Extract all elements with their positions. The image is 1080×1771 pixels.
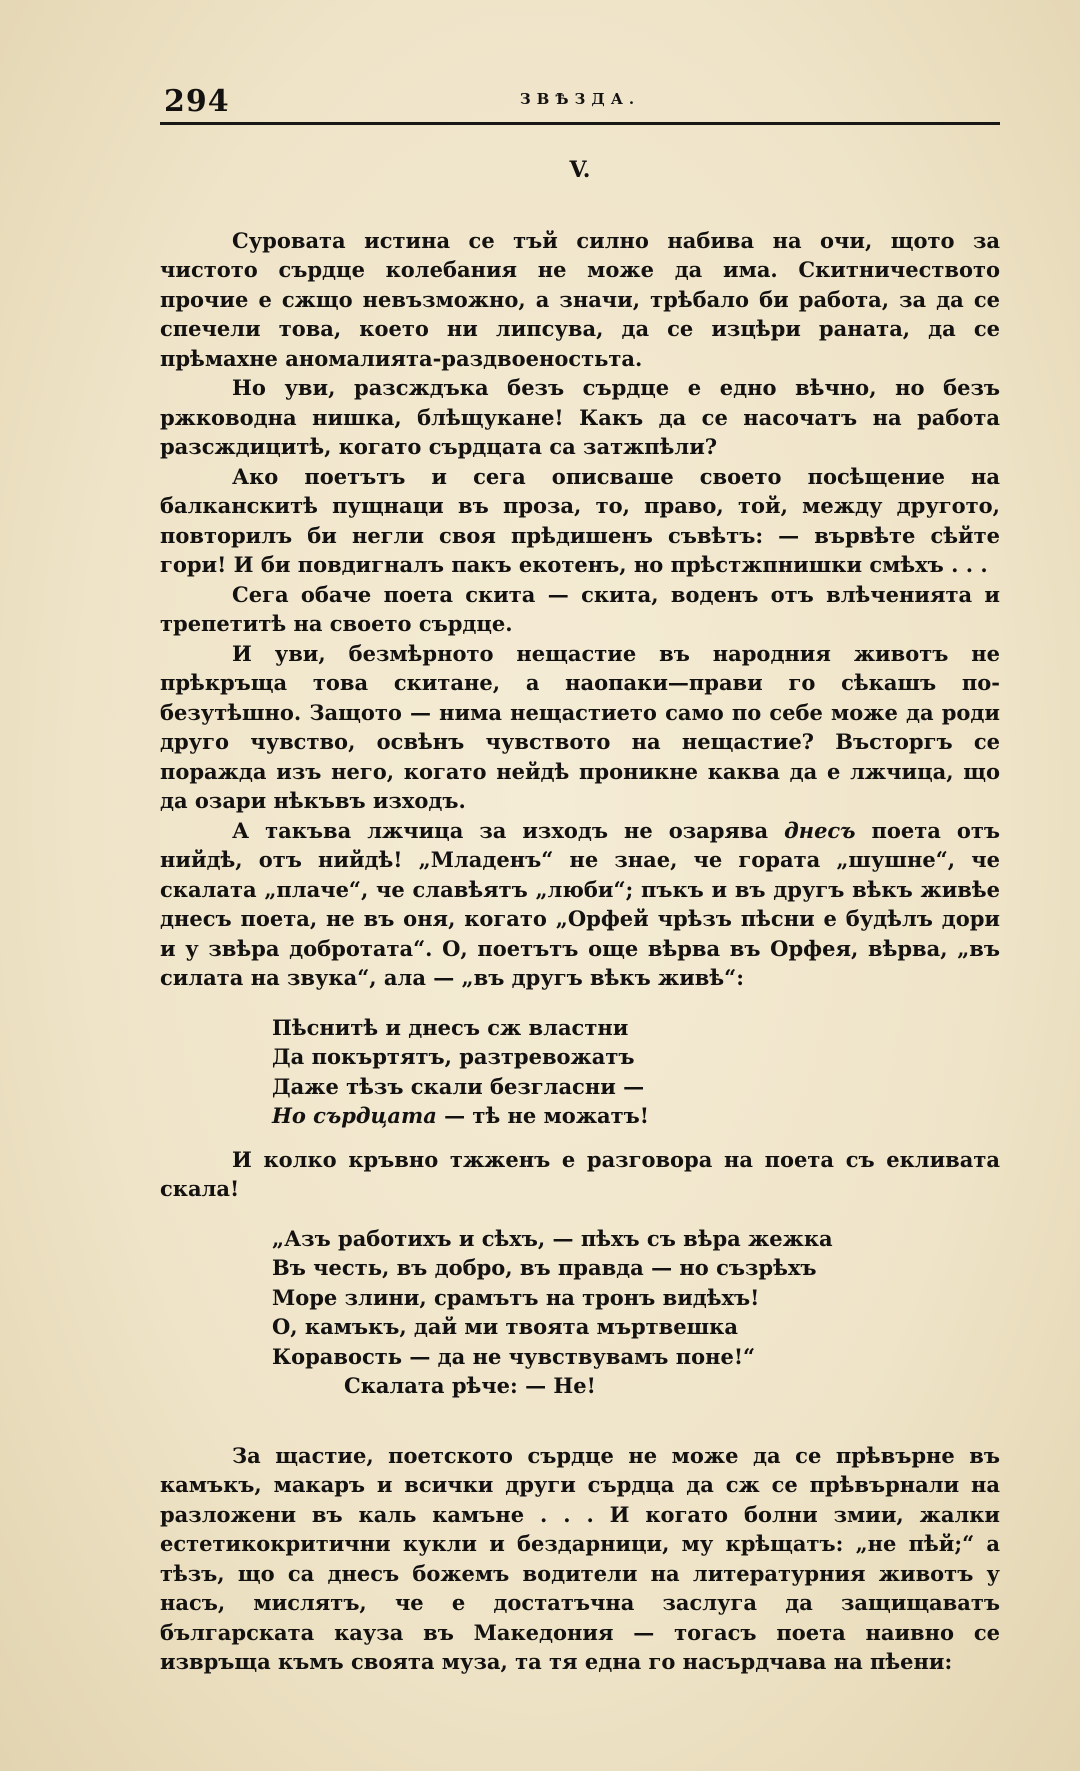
paragraph-6-start: А такъва лжчица за изходъ не озарява (232, 817, 785, 843)
page-number: 294 (164, 84, 230, 119)
verse-2-line-1: „Азъ работихъ и сѣхъ, — пѣхъ съ вѣра жежка (272, 1225, 833, 1251)
paragraph-6-emphasis: днесъ (784, 817, 856, 843)
verse-1-line-4-rest: — тѣ не можатъ! (436, 1103, 649, 1128)
paragraph-8: За щастие, поетското сърдце не може да се прѣвърне въ камъкъ, макаръ и всички други сърдца да сж се прѣвърнали на разложени въ каль камъне . . . И когато болни змии, жалки естетикокритични кукли и бездарници, му крѣщатъ: „не пѣй;“ а тѣзъ, що са днесъ божемъ водители на литературния животъ у насъ, мислятъ, че е достатъчна заслуга да защищаватъ българската кауза въ Македония — тогасъ поета наивно се извръща къмъ своята муза, та тя една го насърдчава на пѣени: (160, 1442, 1000, 1674)
paragraph-7: И колко кръвно тжженъ е разговора на поета съ екливата скала! (160, 1146, 1000, 1201)
page-body (160, 140, 1000, 1677)
header-rule (160, 122, 1000, 125)
paragraph-6 (160, 816, 1000, 993)
running-title: ЗВѢЗДА. (519, 90, 641, 108)
verse-1-line-4-emphasis: Но сърдцата (272, 1103, 437, 1128)
section-heading: V. (569, 157, 591, 183)
verse-1-line-2: Да покъртятъ, разтревожатъ (272, 1044, 635, 1069)
verse-2-line-3: Море злини, срамътъ на тронъ видѣхъ! (272, 1284, 760, 1310)
paragraph-1: Суровата истина се тъй силно набива на очи, щото за чистото сърдце колебания не може да има. Скитничеството прочие е сжщо невъзможно, а значи, трѣбало би работа, за да се спечели това, което ни липсува, да се изцѣри раната, да се прѣмахне аномалията-раздвоеностьта. (160, 227, 1000, 371)
paragraph-4: Сега обаче поета скита — скита, воденъ отъ влѣченията и трепетитѣ на своето сърдце. (160, 581, 1000, 636)
paragraph-2: Но уви, разсждъка безъ сърдце е едно вѣчно, но безъ ржководна нишка, блѣщукане! Какъ да се насочатъ на работа разсждицитѣ, когато сърдцата са затжпѣли? (160, 375, 1000, 459)
paragraph-6-end: поета отъ нийдѣ, отъ нийдѣ! „Младенъ“ не знае, че гората „шушне“, че скалата „плаче“, че славѣятъ „люби“; пъкъ и въ другъ вѣкъ живѣе днесъ поета, не въ оня, когато „Орфей чрѣзъ пѣсни е будѣлъ дори и у звѣра добротата“. О, поетътъ още вѣрва въ Орфея, вѣрва, „въ силата на звука“, ала — „въ другъ вѣкъ живѣ“: (160, 817, 1001, 990)
verse-block-1 (272, 1013, 1000, 1131)
page-header (160, 78, 1000, 122)
verse-2-line-5: Коравость — да не чувствувамъ поне!“ (272, 1343, 756, 1369)
verse-1-line-1: Пѣснитѣ и днесъ сж властни (272, 1014, 629, 1040)
verse-2-line-4: О, камъкъ, дай ми твоята мъртвешка (272, 1314, 738, 1339)
paragraph-3: Ако поетътъ и сега описваше своето посѣщение на балканскитѣ пущнаци въ проза, то, право, той, между другото, повторилъ би негли своя прѣдишенъ съвѣтъ: — вървѣте сѣйте гори! И би повдигналъ пакъ екотенъ, но прѣстжпнишки смѣхъ . . . (160, 463, 1000, 577)
verse-2-line-6: Скалата рѣче: — Не! (344, 1373, 596, 1398)
verse-block-2 (272, 1224, 1000, 1401)
verse-2-line-2: Въ честь, въ добро, въ правда — но съзрѣхъ (272, 1255, 817, 1280)
verse-1-line-4 (272, 1101, 1000, 1131)
paragraph-5: И уви, безмѣрното нещастие въ народния животъ не прѣкръща това скитане, а наопаки—прави го сѣкашъ по-безутѣшно. Защото — нима нещастието само по себе може да роди друго чувство, освѣнъ чувството на нещастие? Въсторгъ се поражда изъ него, когато нейдѣ проникне каква да е лжчица, що да озари нѣкъвъ изходъ. (160, 640, 1000, 813)
verse-1-line-3: Даже тѣзъ скали безгласни — (272, 1073, 645, 1099)
